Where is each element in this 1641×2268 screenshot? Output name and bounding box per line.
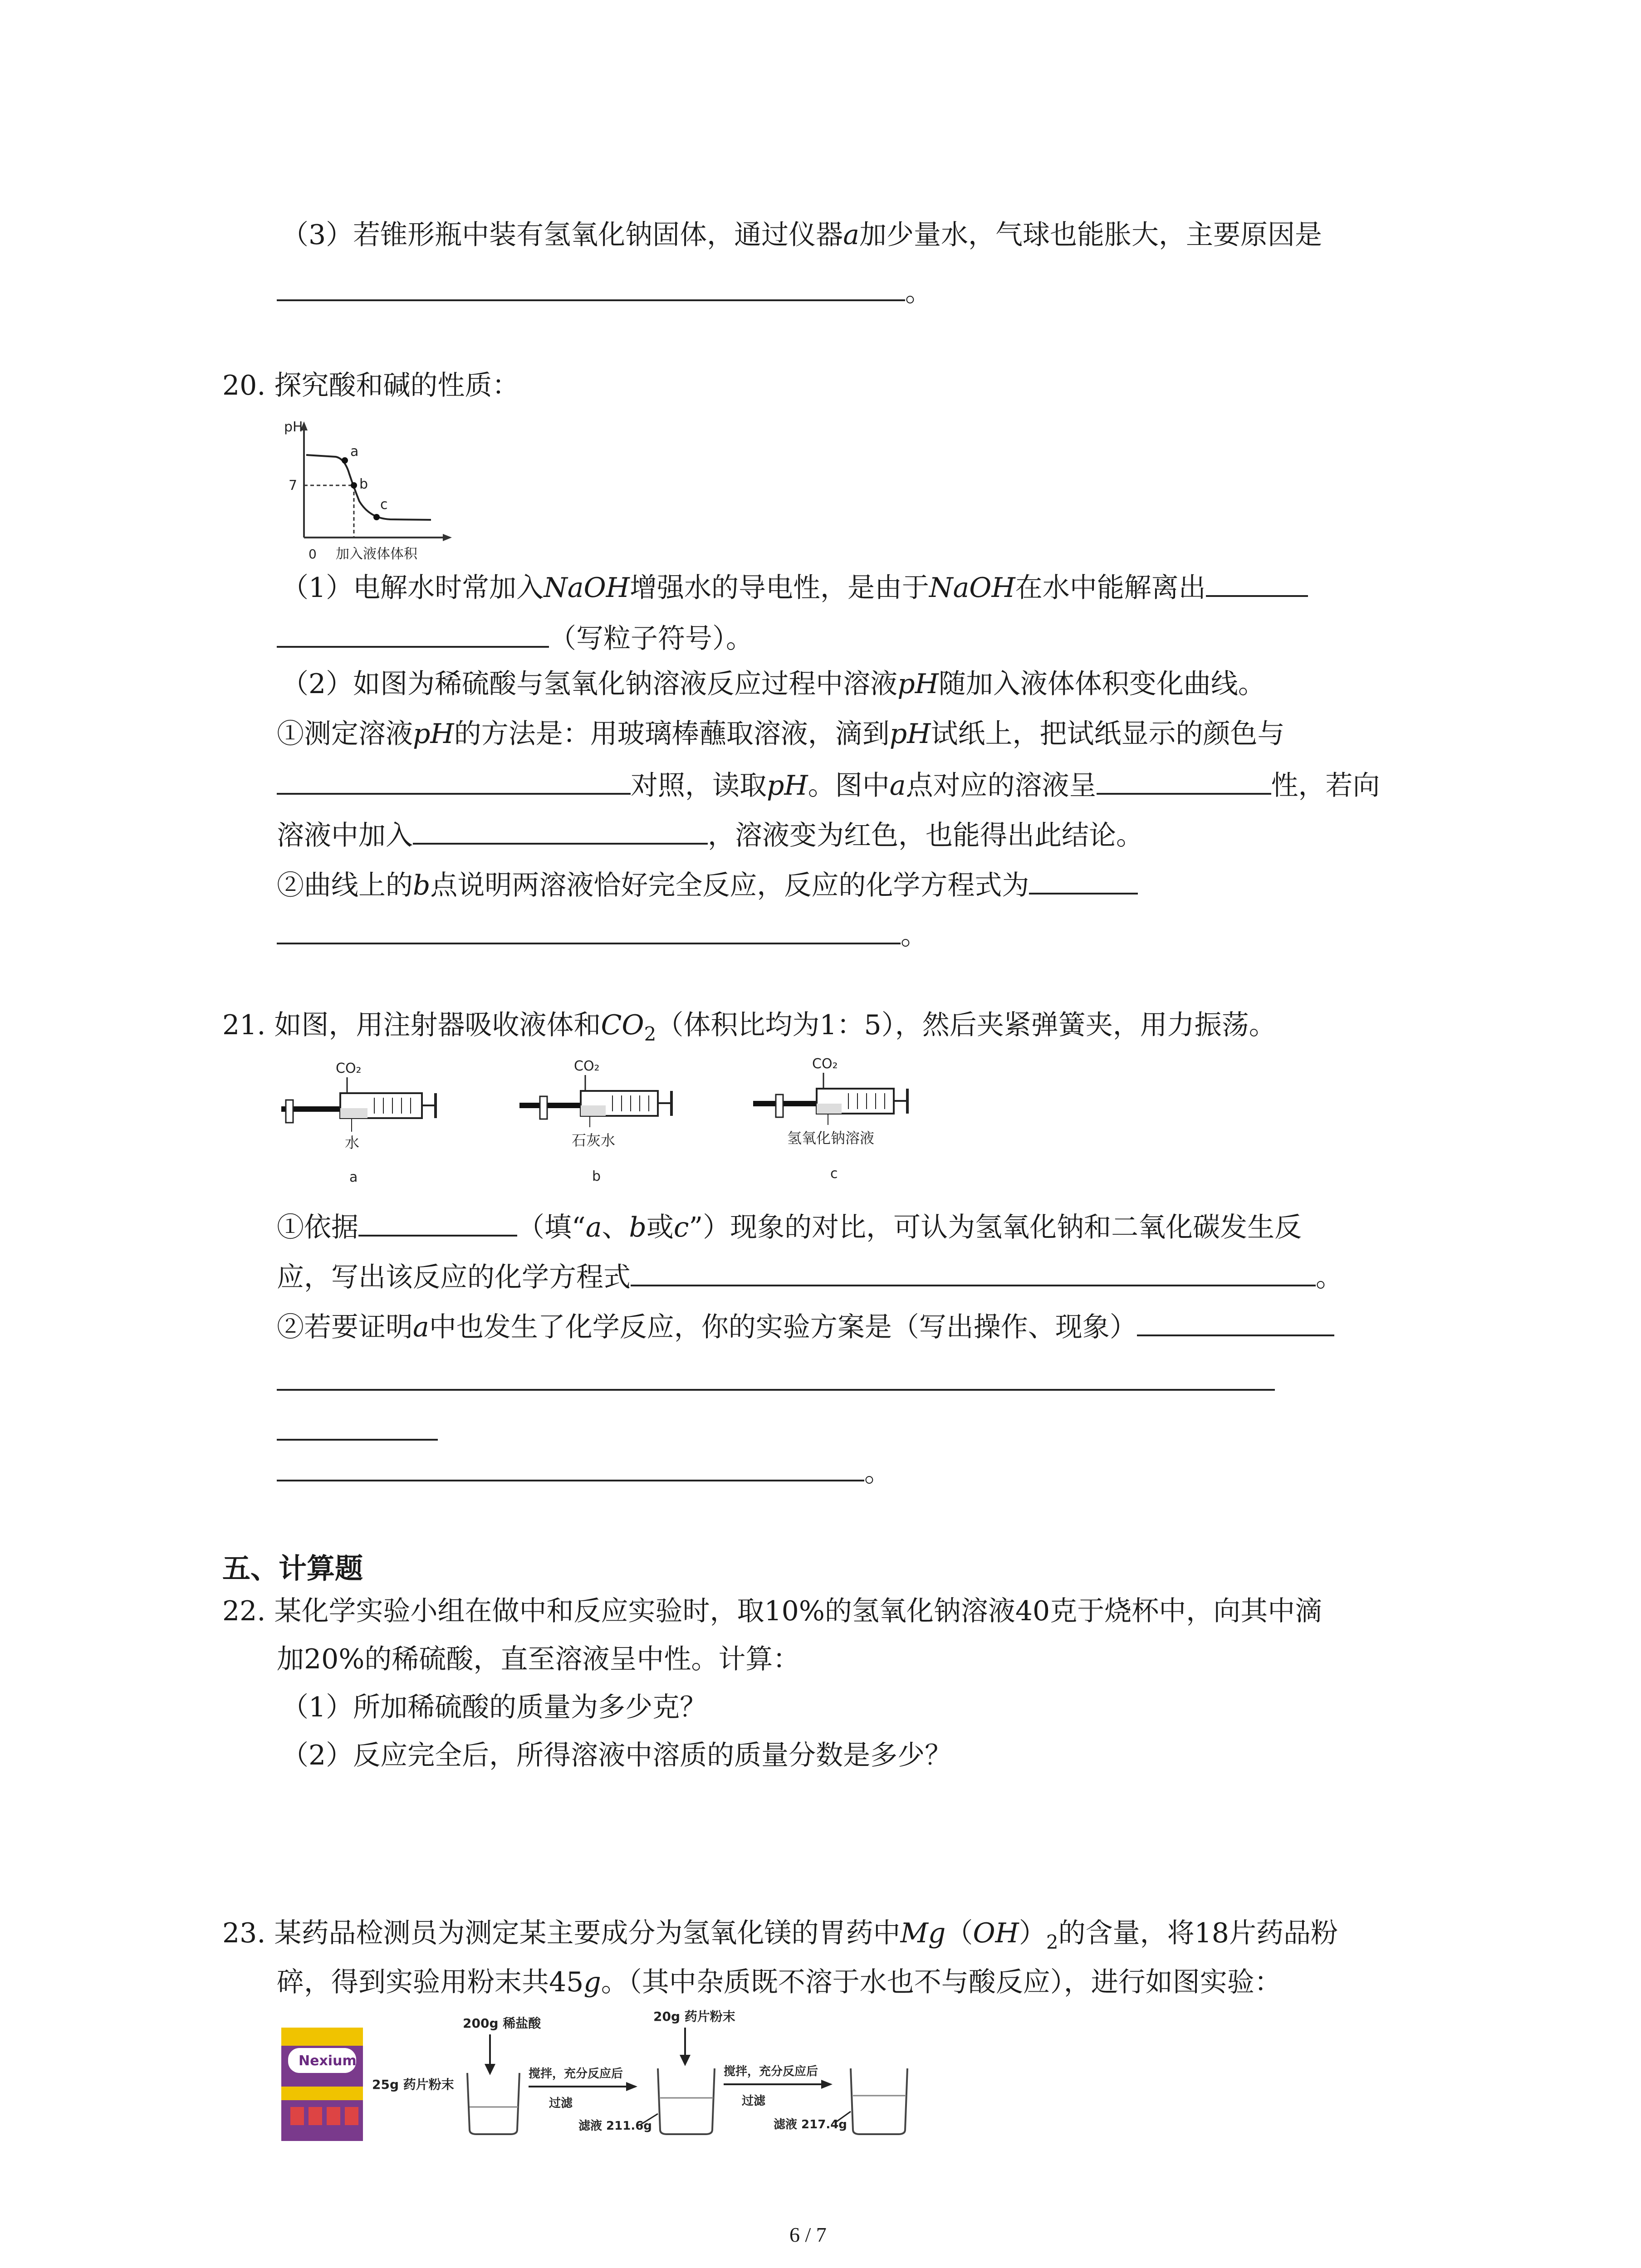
syringe-figure bbox=[272, 1055, 916, 1204]
answer-blank[interactable] bbox=[277, 1411, 438, 1441]
ph-axis-label: pH bbox=[284, 419, 303, 435]
curve-point-c bbox=[373, 514, 380, 520]
q22-line2: 加20%的稀硫酸，直至溶液呈中性。计算： bbox=[277, 1643, 800, 1675]
q22-part2: （2）反应完全后，所得溶液中溶质的质量分数是多少？ bbox=[281, 1740, 952, 1771]
svg-text:c: c bbox=[830, 1166, 838, 1182]
answer-blank[interactable] bbox=[1097, 765, 1271, 795]
q20-sub1-line1: ①测定溶液pH的方法是：用玻璃棒蘸取溶液，滴到pH试纸上，把试纸显示的颜色与 bbox=[277, 718, 1285, 750]
experiment-figure bbox=[277, 2009, 966, 2159]
filtrate1-label: 滤液 211.6g bbox=[578, 2119, 652, 2133]
step1-label: 搅拌，充分反应后 bbox=[529, 2067, 623, 2081]
q20-part1: （1）电解水时常加入NaOH增强水的导电性，是由于NaOH在水中能解离出 bbox=[281, 567, 1308, 606]
q21-title: 21. 如图，用注射器吸收液体和$CO_2$（体积比均为1：5），然后夹紧弹簧夹，用力振荡。 bbox=[222, 1009, 1276, 1045]
page-number: 6 / 7 bbox=[789, 2223, 827, 2246]
svg-text:CO₂: CO₂ bbox=[812, 1056, 838, 1072]
q20-sub1-line2: 对照，读取pH。图中a点对应的溶液呈 性，若向 bbox=[277, 765, 1380, 804]
q20-sub2-line1: ②曲线上的b点说明两溶液恰好完全反应，反应的化学方程式为 bbox=[277, 865, 1138, 904]
filter1-label: 过滤 bbox=[549, 2097, 573, 2110]
syringe-b bbox=[519, 1058, 671, 1184]
q20-sub1-line3: 溶液中加入 ，溶液变为红色，也能得出此结论。 bbox=[277, 815, 1143, 854]
q22-line1: 22. 某化学实验小组在做中和反应实验时，取10%的氢氧化钠溶液40克于烧杯中，向其中滴 bbox=[222, 1595, 1323, 1627]
svg-text:Nexium: Nexium bbox=[299, 2053, 357, 2069]
answer-blank[interactable] bbox=[631, 1256, 1316, 1286]
svg-text:b: b bbox=[359, 476, 368, 492]
powder2-label: 20g 药片粉末 bbox=[653, 2009, 735, 2024]
q20-part2: （2）如图为稀硫酸与氢氧化钠溶液反应过程中溶液pH随加入液体体积变化曲线。 bbox=[281, 668, 1265, 700]
ph-curve-figure bbox=[281, 415, 463, 565]
answer-blank[interactable] bbox=[413, 815, 708, 845]
q19-part3: （3）若锥形瓶中装有氢氧化钠固体，通过仪器a加少量水，气球也能胀大，主要原因是 bbox=[281, 219, 1322, 251]
answer-blank[interactable] bbox=[277, 765, 631, 795]
svg-text:a: a bbox=[350, 444, 359, 459]
svg-text:CO₂: CO₂ bbox=[574, 1058, 600, 1074]
answer-blank[interactable] bbox=[1029, 865, 1138, 894]
svg-text:a: a bbox=[349, 1169, 358, 1185]
filtrate2-label: 滤液 217.4g bbox=[774, 2118, 847, 2131]
curve-point-b bbox=[351, 482, 357, 489]
q21-sub1-line2: 应，写出该反应的化学方程式 。 bbox=[277, 1256, 1343, 1295]
q21-sub1-line1: ①依据 （填“a、b或c”）现象的对比，可认为氢氧化钠和二氧化碳发生反 bbox=[277, 1207, 1302, 1246]
section-heading: 五、计算题 bbox=[222, 1552, 363, 1585]
answer-blank[interactable] bbox=[358, 1207, 517, 1237]
svg-text:石灰水: 石灰水 bbox=[572, 1132, 616, 1149]
filter2-label: 过滤 bbox=[742, 2094, 766, 2108]
svg-text:CO₂: CO₂ bbox=[336, 1061, 362, 1076]
step2-label: 搅拌，充分反应后 bbox=[724, 2065, 818, 2078]
svg-text:氢氧化钠溶液: 氢氧化钠溶液 bbox=[787, 1129, 875, 1147]
svg-text:b: b bbox=[592, 1168, 601, 1184]
answer-blank[interactable] bbox=[277, 271, 905, 301]
answer-blank[interactable] bbox=[277, 618, 549, 648]
ph-7-tick: 7 bbox=[289, 478, 298, 494]
q20-part1-answer: （写粒子符号）。 bbox=[277, 618, 753, 657]
answer-blank[interactable] bbox=[277, 914, 901, 944]
q21-sub2-line1: ②若要证明a中也发生了化学反应，你的实验方案是（写出操作、现象） bbox=[277, 1306, 1334, 1345]
q22-part1: （1）所加稀硫酸的质量为多少克？ bbox=[281, 1691, 707, 1723]
q19-part3-answer: 。 bbox=[277, 271, 932, 310]
q21-sub2-line3 bbox=[277, 1411, 438, 1450]
curve-point-a bbox=[342, 457, 348, 464]
q23-line2: 碎，得到实验用粉末共45g。（其中杂质既不溶于水也不与酸反应），进行如图实验： bbox=[277, 1966, 1282, 1998]
q20-sub2-line2: 。 bbox=[277, 914, 928, 953]
q21-sub2-line4: 。 bbox=[277, 1452, 892, 1491]
x-axis-label: 加入液体体积 bbox=[336, 546, 417, 562]
answer-blank[interactable] bbox=[1206, 567, 1308, 597]
powder1-label: 25g 药片粉末 bbox=[372, 2077, 454, 2092]
origin-label: 0 bbox=[309, 547, 317, 562]
svg-text:水: 水 bbox=[345, 1134, 360, 1151]
q23-line1: 23. 某药品检测员为测定某主要成分为氢氧化镁的胃药中$Mg(OH)_2$的含量，将18片药品粉 bbox=[222, 1917, 1338, 1953]
syringe-a bbox=[281, 1061, 436, 1185]
svg-text:c: c bbox=[380, 497, 388, 513]
acid-label: 200g 稀盐酸 bbox=[463, 2016, 541, 2031]
answer-blank[interactable] bbox=[277, 1361, 1275, 1391]
syringe-c bbox=[753, 1056, 907, 1182]
answer-blank[interactable] bbox=[1137, 1306, 1334, 1336]
q21-sub2-line2 bbox=[277, 1361, 1275, 1400]
q20-title: 20. 探究酸和碱的性质： bbox=[222, 370, 519, 401]
answer-blank[interactable] bbox=[277, 1452, 864, 1481]
medicine-box-image bbox=[281, 2028, 363, 2141]
